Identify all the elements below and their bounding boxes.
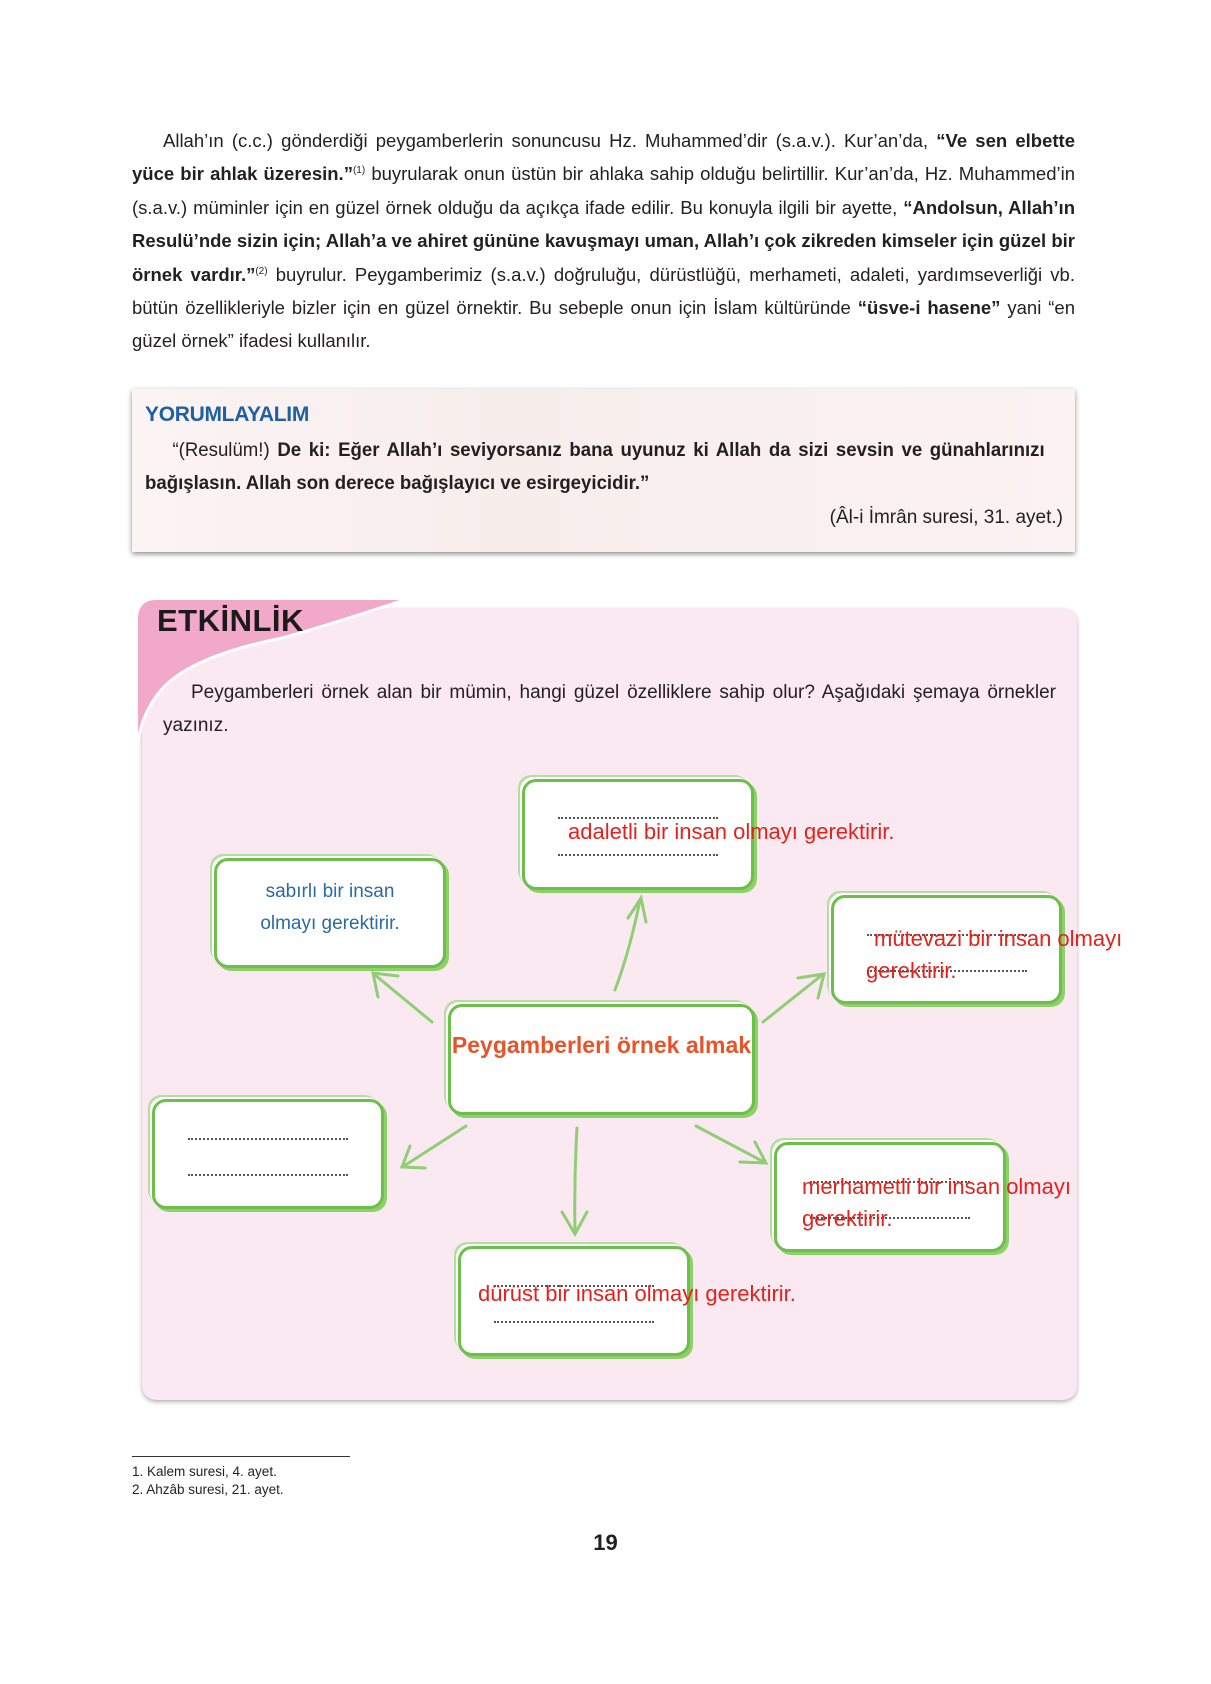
center-label: Peygamberleri örnek almak xyxy=(451,1032,752,1058)
arrow-down-left xyxy=(404,1126,466,1166)
answer-bottom-right-line-2[interactable]: gerektirir. xyxy=(802,1206,893,1231)
answer-right-line-1[interactable]: mütevazi bir insan olmayı xyxy=(874,926,1123,951)
text: buyrulur. Peygamberimiz (s.a.v.) doğruluğu, dürüstlüğü, merhameti, adaleti, yardımseverliği vb. bütün özellikleriyle bizler için en güzel örnektir. Bu sebeple onun için İslam kültüründe xyxy=(132,263,1075,319)
footnote-ref-2: (2) xyxy=(255,265,268,277)
example-line-1: sabırlı bir insan xyxy=(265,881,395,902)
example-line-2: olmayı gerektirir. xyxy=(260,913,400,934)
answer-bottom[interactable]: dürüst bir insan olmayı gerektirir. xyxy=(478,1281,796,1306)
dotted-line xyxy=(558,854,718,856)
text: Allah’ın (c.c.) gönderdiği peygamberlerin sonuncusu Hz. Muhammed’dir (s.a.v.). Kur’an’da, xyxy=(163,130,937,151)
quote-2: “Andolsun, Allah’ın Resulü’nde sizin için; Allah’a ve ahiret gününe kavuşmayı uman, Allah’ı çok zikreden kimseler için güzel bir örnek vardır.” xyxy=(132,196,1075,285)
etkinlik-title: ETKİNLİK xyxy=(157,603,304,638)
footnote-divider xyxy=(132,1456,350,1457)
arrow-up xyxy=(615,900,640,990)
dotted-line xyxy=(188,1174,348,1176)
arrow-up-right xyxy=(763,975,822,1022)
dotted-line xyxy=(494,1321,654,1323)
quote-1: “Ve sen elbette yüce bir ahlak üzeresin.” xyxy=(132,130,1075,185)
footnote-2: 2. Ahzâb suresi, 21. ayet. xyxy=(132,1482,284,1497)
answer-top[interactable]: adaletli bir insan olmayı gerektirir. xyxy=(568,819,895,844)
question-text: Peygamberleri örnek alan bir mümin, hangi güzel özelliklere sahip olur? Aşağıdaki şemaya örnekler yazınız. xyxy=(163,682,1056,736)
term: “üsve-i hasene” xyxy=(857,297,1001,319)
center-box xyxy=(448,1004,755,1115)
yorumlayalim-source: (Âl-i İmrân suresi, 31. ayet.) xyxy=(829,507,1063,528)
answer-bottom-right-line-1[interactable]: merhametli bir insan olmayı xyxy=(802,1174,1071,1199)
quote-open: “(Resulüm!) xyxy=(172,440,278,461)
arrow-up-left xyxy=(375,975,432,1022)
quote-text: De ki: Eğer Allah’ı seviyorsanız bana uyunuz ki Allah da sizi sevsin ve günahlarınızı bağışlasın. Allah son derece bağışlayıcı ve esirgeyicidir.” xyxy=(145,440,1045,494)
arrow-down-right xyxy=(696,1126,764,1162)
arrow-down xyxy=(575,1128,577,1232)
dotted-line xyxy=(188,1138,348,1140)
answer-right-line-2[interactable]: gerektirir. xyxy=(866,958,957,983)
example-box xyxy=(214,858,446,968)
yorumlayalim-title: YORUMLAYALIM xyxy=(145,403,310,426)
text: yani “en güzel örnek” ifadesi kullanılır. xyxy=(132,297,1075,352)
footnote-ref-1: (1) xyxy=(352,165,366,177)
answer-box-left[interactable] xyxy=(152,1099,384,1209)
text: buyrularak onun üstün bir ahlaka sahip olduğu belirtillir. Kur’an’da, Hz. Muhammed’in (s.a.v.) müminler için en güzel örnek olduğu da açıkça ifade edilir. Bu konuyla ilgili bir ayette, xyxy=(132,163,1075,218)
footnote-1: 1. Kalem suresi, 4. ayet. xyxy=(132,1464,277,1479)
page-number: 19 xyxy=(593,1530,618,1555)
